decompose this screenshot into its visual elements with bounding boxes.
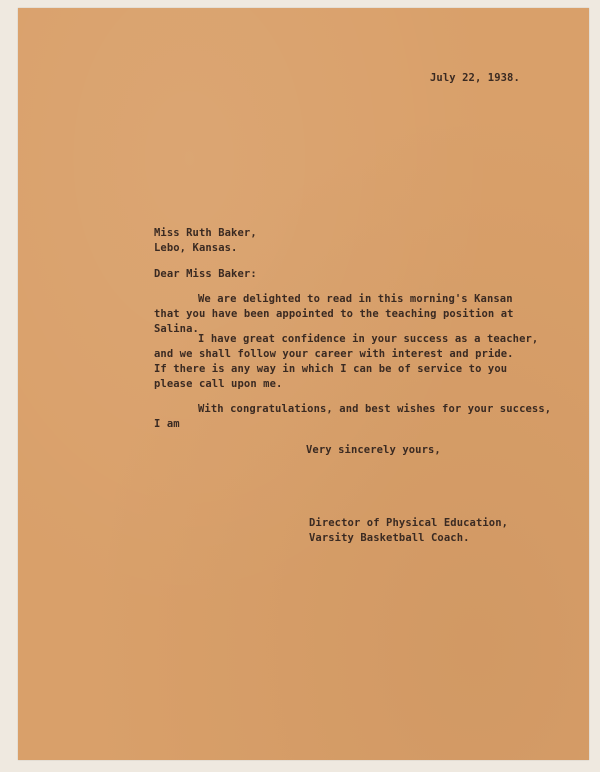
salutation: Dear Miss Baker: [154, 268, 257, 280]
recipient-name: Miss Ruth Baker, [154, 227, 257, 239]
paragraph-1-line-3-hidden: Salina. [154, 323, 199, 335]
paragraph-2-line-4: please call upon me. [154, 378, 283, 390]
letter-date: July 22, 1938. [430, 72, 520, 84]
paragraph-3-line-1-text: With congratulations, and best wishes for your success, [198, 403, 552, 415]
complimentary-close: Very sincerely yours, [306, 444, 441, 456]
paragraph-1-line-1-text: We are delighted to read in this morning's Kansan [198, 293, 513, 305]
paragraph-2-line-1 [154, 332, 538, 347]
paragraph-2-line-3: If there is any way in which I can be of service to you [154, 363, 508, 375]
signature-title-1: Director of Physical Education, [309, 517, 509, 529]
paragraph-3-line-2: I am [154, 418, 180, 430]
letter-page [18, 8, 589, 760]
signature-title-2: Varsity Basketball Coach. [309, 532, 470, 544]
recipient-location: Lebo, Kansas. [154, 242, 238, 254]
paragraph-2-line-2: and we shall follow your career with interest and pride. [154, 348, 514, 360]
paragraph-1-line-1 [154, 292, 513, 307]
paragraph-2-line-1-text: I have great confidence in your success as a teacher, [198, 333, 539, 345]
paragraph-3-line-1 [154, 402, 551, 417]
paragraph-1-line-2: that you have been appointed to the teaching position at [154, 308, 514, 320]
